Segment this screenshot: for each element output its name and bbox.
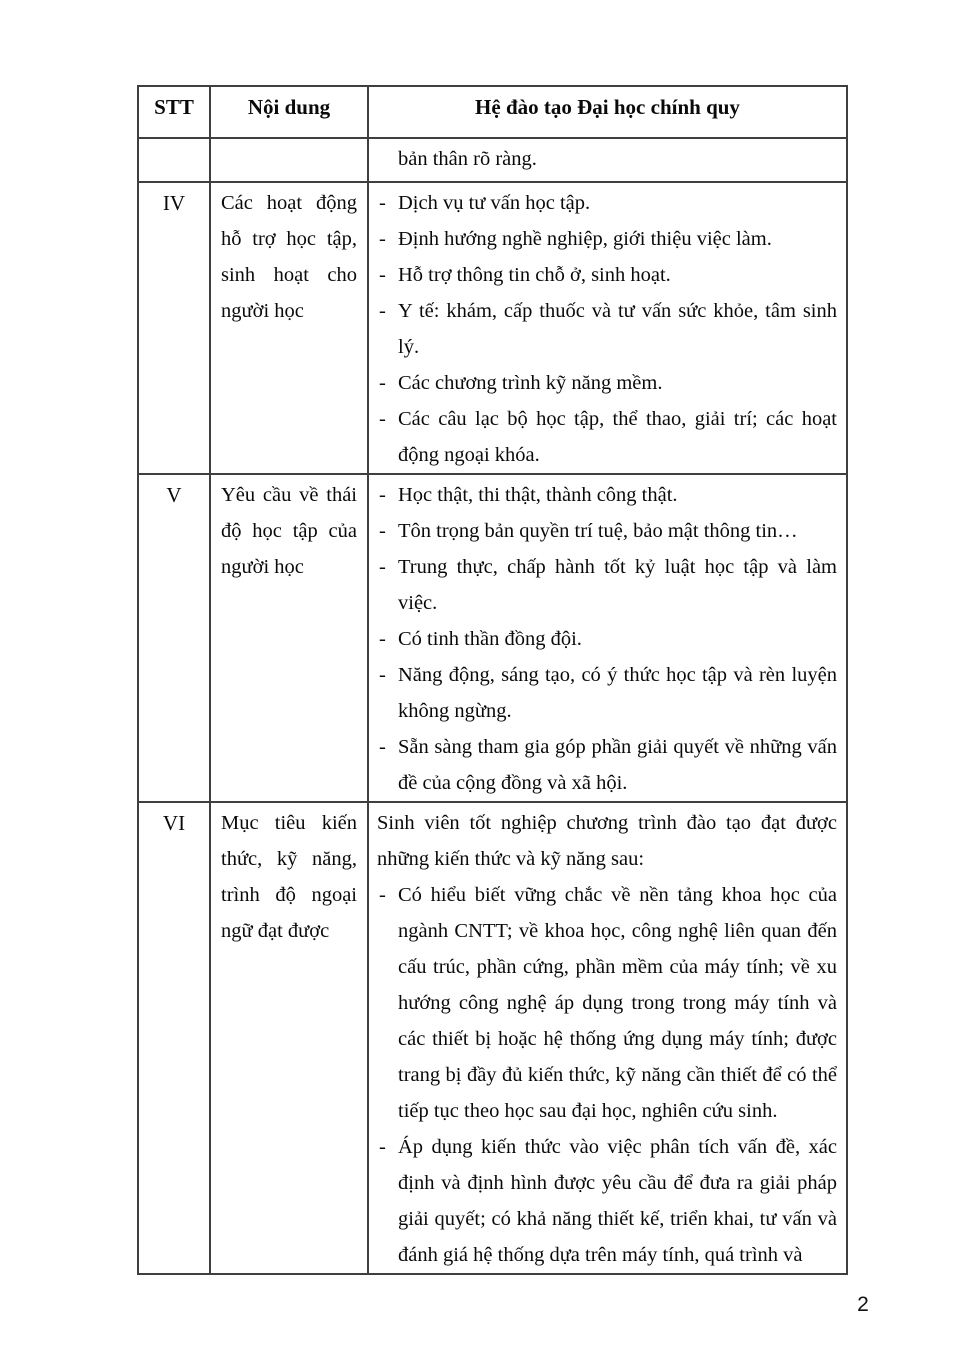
bullet-marker: -: [379, 1136, 386, 1158]
bullet-marker: -: [379, 520, 386, 542]
topic-text: Mục tiêu kiến thức, kỹ năng, trình độ ngoại ngữ đạt được: [221, 812, 357, 942]
row-content: [368, 182, 847, 474]
list-item: [377, 365, 837, 401]
list-item-text: Các câu lạc bộ học tập, thể thao, giải trí; các hoạt động ngoại khóa.: [398, 408, 837, 466]
bullet-marker: -: [379, 556, 386, 578]
list-item-text: Có hiểu biết vững chắc về nền tảng khoa học của ngành CNTT; về khoa học, công nghệ liên quan đến cấu trúc, phần cứng, phần mềm của máy tính; về xu hướng công nghệ áp dụng trong trong máy tính và các thiết bị hoặc hệ thống ứng dụng máy tính; được trang bị đầy đủ kiến thức, kỹ năng cần thiết để có thể tiếp tục theo học sau đại học, nghiên cứu sinh.: [398, 884, 837, 1122]
bullet-marker: -: [379, 408, 386, 430]
list-item-text: Các chương trình kỹ năng mềm.: [398, 372, 663, 394]
row-stt: IV: [138, 182, 210, 474]
row-topic: [210, 182, 368, 474]
table-row-v: [138, 474, 847, 802]
list-item-text: Trung thực, chấp hành tốt kỷ luật học tập và làm việc.: [398, 556, 837, 614]
list-item-text: Tôn trọng bản quyền trí tuệ, bảo mật thông tin…: [398, 520, 798, 542]
list-item: [377, 221, 837, 257]
topic-text: Các hoạt động hỗ trợ học tập, sinh hoạt cho người học: [221, 192, 357, 322]
row-content: [368, 138, 847, 182]
row-topic: [210, 138, 368, 182]
list-item-text: Sẵn sàng tham gia góp phần giải quyết về những vấn đề của cộng đồng và xã hội.: [398, 736, 837, 794]
list-item-text: Y tế: khám, cấp thuốc và tư vấn sức khỏe, tâm sinh lý.: [398, 300, 837, 358]
bullet-marker: -: [379, 192, 386, 214]
bullet-marker: -: [379, 372, 386, 394]
bullet-marker: -: [379, 484, 386, 506]
list-item: [377, 293, 837, 365]
table-row-vi: [138, 802, 847, 1274]
page-number: 2: [857, 1293, 869, 1316]
row-stt: VI: [138, 802, 210, 1274]
row-topic: [210, 474, 368, 802]
col-header-he-dao-tao: Hệ đào tạo Đại học chính quy: [368, 86, 847, 138]
table-row-iv: [138, 182, 847, 474]
col-header-stt: STT: [138, 86, 210, 138]
row-stt: V: [138, 474, 210, 802]
table-row-continuation: [138, 138, 847, 182]
list-item: [377, 549, 837, 621]
list-item: [377, 401, 837, 473]
list-item-text: Năng động, sáng tạo, có ý thức học tập và rèn luyện không ngừng.: [398, 664, 837, 722]
col-header-noi-dung: Nội dung: [210, 86, 368, 138]
list-item: [377, 513, 837, 549]
bullet-marker: -: [379, 228, 386, 250]
list-item-text: Hỗ trợ thông tin chỗ ở, sinh hoạt.: [398, 264, 671, 286]
topic-text: Yêu cầu về thái độ học tập của người học: [221, 484, 357, 578]
bullet-marker: -: [379, 300, 386, 322]
list-item-text: Học thật, thi thật, thành công thật.: [398, 484, 678, 506]
list-item-text: Có tinh thần đồng đội.: [398, 628, 582, 650]
list-item-text: Dịch vụ tư vấn học tập.: [398, 192, 591, 214]
continuation-text: bản thân rõ ràng.: [398, 148, 537, 170]
bullet-marker: -: [379, 628, 386, 650]
document-table: [137, 85, 848, 1275]
list-item: [377, 1129, 837, 1273]
intro-text: Sinh viên tốt nghiệp chương trình đào tạo đạt được những kiến thức và kỹ năng sau:: [377, 812, 837, 870]
list-item-text: Định hướng nghề nghiệp, giới thiệu việc làm.: [398, 228, 772, 250]
bullet-marker: -: [379, 884, 386, 906]
list-item: [377, 257, 837, 293]
row-content: [368, 474, 847, 802]
list-item: [377, 657, 837, 729]
list-item: [377, 729, 837, 801]
row-content: [368, 802, 847, 1274]
bullet-marker: -: [379, 264, 386, 286]
bullet-marker: -: [379, 664, 386, 686]
row-stt: [138, 138, 210, 182]
row-topic: [210, 802, 368, 1274]
list-item-text: Áp dụng kiến thức vào việc phân tích vấn đề, xác định và định hình được yêu cầu để đưa ra giải pháp giải quyết; có khả năng thiết kế, triển khai, tư vấn và đánh giá hệ thống dựa trên máy tính, quá trình và: [398, 1136, 837, 1266]
list-item: [377, 185, 837, 221]
list-item: [377, 477, 837, 513]
bullet-marker: -: [379, 736, 386, 758]
list-item: [377, 621, 837, 657]
list-item: [377, 877, 837, 1129]
header-row: [138, 86, 847, 138]
